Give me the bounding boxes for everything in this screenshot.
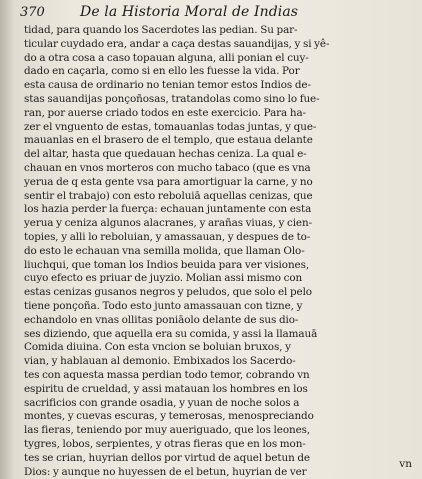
text-line: tiene ponçoña. Todo esto junto amassauan con tizne, y bbox=[24, 299, 303, 312]
text-line: las fieras, teniendo por muy aueriguado, que los leones, bbox=[24, 424, 311, 437]
text-line: cuyo efecto es priuar de juyzio. Molian assi mismo con bbox=[24, 272, 303, 285]
text-line: stas sauandijas ponçoñosas, tratandolas como sino lo fue- bbox=[24, 92, 320, 105]
text-line: mauanlas en el brasero de el templo, que estaua delante bbox=[24, 134, 313, 147]
page-gutter-shadow bbox=[0, 0, 14, 479]
text-line: ran, por auerse criado todos en este exercicio. Para ha- bbox=[24, 106, 306, 119]
text-line: Dios: y aunque no huyessen de el betun, huyrian de ver bbox=[24, 465, 307, 478]
page-number: 370 bbox=[20, 5, 45, 20]
text-line: del altar, hasta que quedauan hechas ceniza. La qual e- bbox=[24, 148, 307, 161]
text-line: tygres, lobos, serpientes, y otras fieras que en los mon- bbox=[24, 437, 306, 450]
text-line: do esto le echauan vna semilla molida, que llaman Olo- bbox=[24, 244, 305, 257]
text-line: Comida diuina. Con esta vncion se boluian bruxos, y bbox=[24, 341, 291, 354]
text-line: espiritu de crueldad, y assi matauan los hombres en los bbox=[24, 382, 308, 395]
catchword: vn bbox=[399, 458, 412, 470]
text-line: tes se crian, huyrian dellos por virtud de aquel betun de bbox=[24, 451, 311, 464]
running-head: De la Historia Moral de Indias bbox=[80, 4, 299, 20]
text-line: sacrificios con grande osadia, y yuan de noche solos a bbox=[24, 396, 300, 409]
body-text bbox=[24, 24, 416, 479]
text-line: yerua y ceniza algunos alacranes, y arañas viuas, y cien- bbox=[24, 217, 312, 230]
page-header bbox=[20, 4, 418, 24]
text-line: ses diziendo, que aquella era su comida, y assi la llamauā bbox=[24, 327, 318, 340]
text-line: echandolo en vnas ollitas poniāolo delante de sus dio- bbox=[24, 313, 299, 326]
text-line: esta causa de ordinario no tenian temor estos Indios de- bbox=[24, 79, 311, 92]
text-line: liuchqui, que toman los Indios beuida para ver visiones, bbox=[24, 258, 310, 271]
text-line: yerua de q esta gente vsa para amortiguar la carne, y no bbox=[24, 175, 313, 188]
text-line: zer el vnguento de estas, tomauanlas todas juntas, y que- bbox=[24, 120, 317, 133]
text-line: vian, y hablauan al demonio. Embixados los Sacerdo- bbox=[24, 355, 296, 368]
text-line: do a otra cosa a caso topauan alguna, alli ponian el cuy- bbox=[24, 51, 309, 64]
text-line: tes con aquesta massa perdian todo temor, cobrando vn bbox=[24, 368, 310, 381]
text-line: ticular cuydado era, andar a caça destas sauandijas, y si yê- bbox=[24, 37, 330, 50]
text-line: estas cenizas gusanos negros y peludos, que solo el pelo bbox=[24, 286, 312, 299]
text-line: los hazia perder la fuerça: echauan juntamente con esta bbox=[24, 203, 312, 216]
text-line: dado en caçarla, como si en ello les fuesse la vida. Por bbox=[24, 65, 300, 78]
text-line: tidad, para quando los Sacerdotes las pedian. Su par- bbox=[24, 24, 298, 36]
text-line: sentir el trabajo) con esto reboluiā aquellas cenizas, que bbox=[24, 189, 313, 202]
text-line: chauan en vnos morteros con mucho tabaco (que es vna bbox=[24, 161, 311, 174]
text-line: topies, y alli lo reboluian, y amassauan, y despues de to- bbox=[24, 230, 311, 243]
text-line: montes, y cuevas escuras, y temerosas, menospreciando bbox=[24, 410, 314, 423]
